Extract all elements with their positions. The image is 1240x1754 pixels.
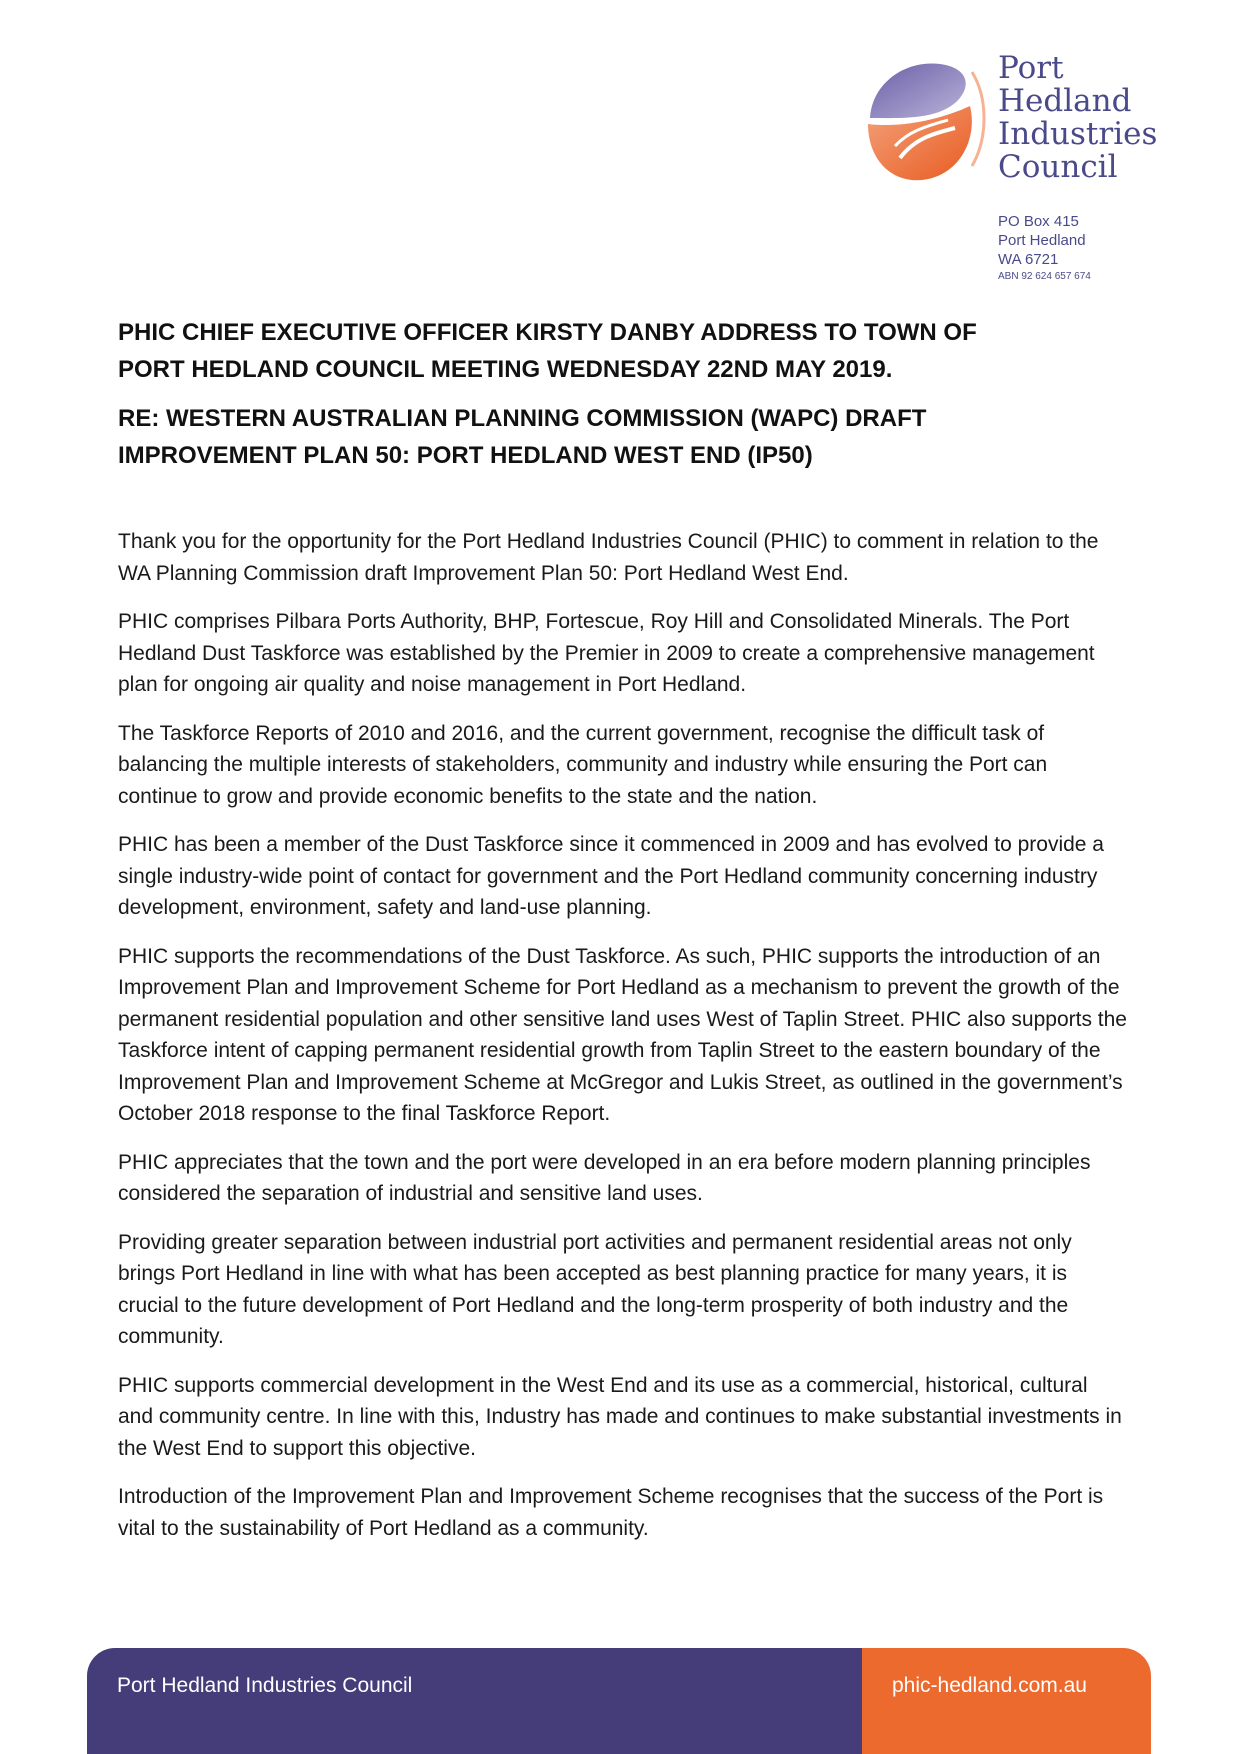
body-paragraph: Thank you for the opportunity for the Port Hedland Industries Council (PHIC) to comment in relation to the WA Planning Commission draft Improvement Plan 50: Port Hedland West End. xyxy=(118,530,1099,585)
body-paragraph: The Taskforce Reports of 2010 and 2016, and the current government, recognise the difficult task of balancing the multiple interests of stakeholders, community and industry while ensuring the Port can continue to grow and provide economic benefits to the state and the nation. xyxy=(118,721,1048,808)
postal-address xyxy=(998,212,1091,285)
title-line-1: PHIC CHIEF EXECUTIVE OFFICER KIRSTY DANBY ADDRESS TO TOWN OF xyxy=(118,319,977,346)
footer-organisation-name: Port Hedland Industries Council xyxy=(87,1648,862,1754)
address-line-3: WA 6721 xyxy=(998,251,1059,268)
body-paragraph: PHIC has been a member of the Dust Taskforce since it commenced in 2009 and has evolved to provide a single industry-wide point of contact for government and the Port Hedland community concerning industry development, environment, safety and land-use planning. xyxy=(118,833,1104,919)
abn-number: ABN 92 624 657 674 xyxy=(998,271,1091,282)
body-paragraph: Introduction of the Improvement Plan and Improvement Scheme recognises that the success of the Port is vital to the sustainability of Port Hedland as a community. xyxy=(118,1485,1104,1540)
logo-line-3: Industries xyxy=(998,116,1158,152)
body-paragraph: PHIC supports commercial development in the West End and its use as a commercial, historical, cultural and community centre. In line with this, Industry has made and continues to make substantial investments in the West End to support this objective. xyxy=(118,1373,1122,1460)
body-paragraph: PHIC comprises Pilbara Ports Authority, BHP, Fortescue, Roy Hill and Consolidated Minerals. The Port Hedland Dust Taskforce was established by the Premier in 2009 to create a comprehensive management plan for ongoing air quality and noise management in Port Hedland. xyxy=(118,610,1095,696)
document-title xyxy=(118,314,1138,388)
logo-wordmark xyxy=(998,52,1157,184)
logo-line-1: Port xyxy=(998,50,1064,86)
body-paragraph: Providing greater separation between industrial port activities and permanent residential areas not only brings Port Hedland in line with what has been accepted as best planning practice for many years, it is crucial to the future development of Port Hedland and the long-term prosperity of both industry and the community. xyxy=(118,1230,1072,1348)
footer-bar xyxy=(87,1648,1151,1754)
logo-line-4: Council xyxy=(998,149,1118,185)
logo-line-2: Hedland xyxy=(998,83,1132,119)
letter-body xyxy=(118,526,1128,1561)
body-paragraph: PHIC appreciates that the town and the port were developed in an era before modern planning principles considered the separation of industrial and sensitive land uses. xyxy=(118,1150,1091,1205)
address-line-1: PO Box 415 xyxy=(998,213,1079,230)
logo-mark-icon xyxy=(860,58,992,190)
subject-line-1: RE: WESTERN AUSTRALIAN PLANNING COMMISSION (WAPC) DRAFT xyxy=(118,405,927,432)
title-line-2: PORT HEDLAND COUNCIL MEETING WEDNESDAY 22ND MAY 2019. xyxy=(118,356,893,383)
company-logo xyxy=(860,52,1160,192)
address-line-2: Port Hedland xyxy=(998,232,1086,249)
document-subject xyxy=(118,400,1138,474)
subject-line-2: IMPROVEMENT PLAN 50: PORT HEDLAND WEST END (IP50) xyxy=(118,442,813,469)
body-paragraph: PHIC supports the recommendations of the Dust Taskforce. As such, PHIC supports the introduction of an Improvement Plan and Improvement Scheme for Port Hedland as a mechanism to prevent the growth of the permanent residential population and other sensitive land uses West of Taplin Street. PHIC also supports the Taskforce intent of capping permanent residential growth from Taplin Street to the eastern boundary of the Improvement Plan and Improvement Scheme at McGregor and Lukis Street, as outlined in the government’s October 2018 response to the final Taskforce Report. xyxy=(118,944,1127,1125)
footer-website-link[interactable]: phic-hedland.com.au xyxy=(862,1648,1151,1754)
